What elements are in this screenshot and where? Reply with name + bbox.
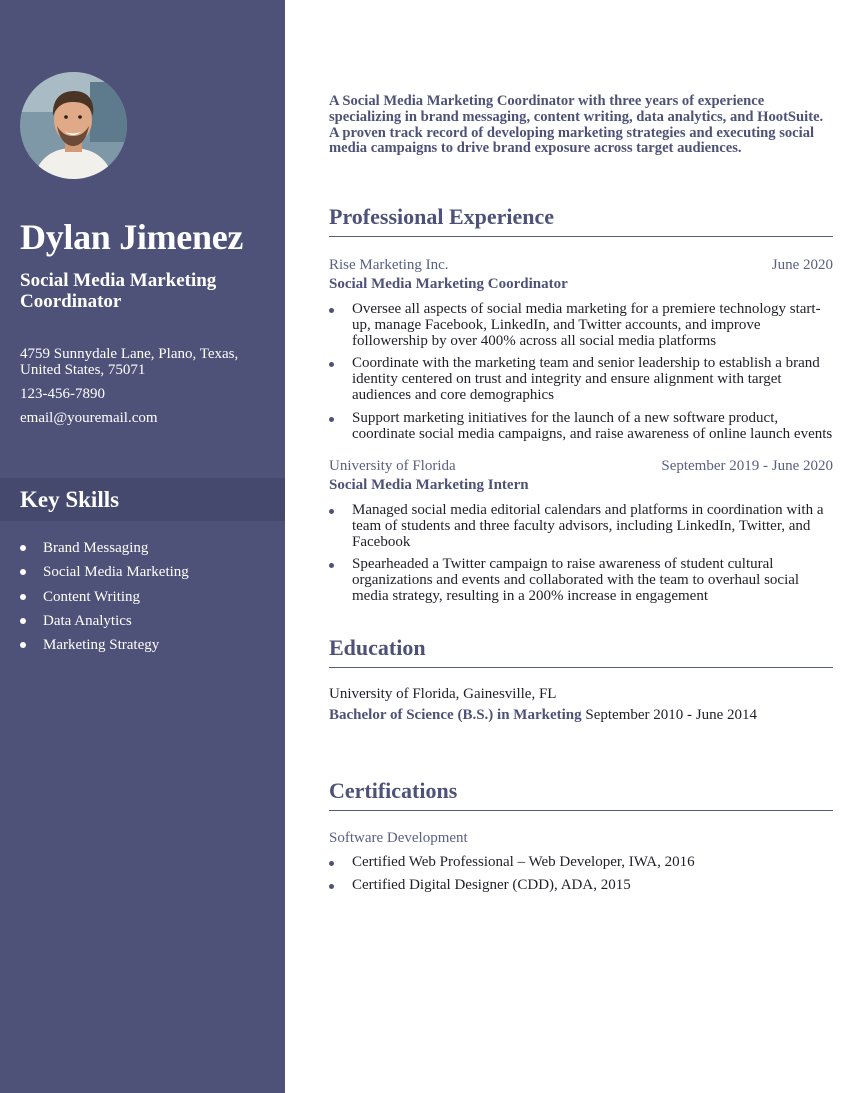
job-bullets (329, 503, 833, 612)
address-text: 4759 Sunnydale Lane, Plano, Texas, United States, 75071 (20, 346, 239, 378)
skill-label: Marketing Strategy (43, 637, 160, 654)
experience-title: Professional Experience (329, 204, 833, 237)
certification-list (329, 855, 833, 901)
email-text: email@youremail.com (20, 410, 158, 426)
bullet-text: Spearheaded a Twitter campaign to raise awareness of student cultural organizations and events and collaborated with the team to overhaul social media strategy, resulting in a 200% increase in engagement (352, 556, 800, 604)
skill-item (20, 539, 270, 563)
profile-photo (20, 72, 127, 179)
list-item (329, 503, 833, 550)
list-item (329, 557, 833, 604)
certification-text: Certified Digital Designer (CDD), ADA, 2015 (352, 876, 631, 893)
skill-label: Content Writing (43, 588, 141, 605)
bullet-icon (329, 417, 334, 422)
skill-item (20, 563, 270, 587)
list-item (329, 855, 833, 871)
bullet-icon (329, 362, 334, 367)
bullet-text: Support marketing initiatives for the launch of a new software product, coordinate social media campaigns, and raise awareness of online launch events (352, 409, 833, 442)
skill-label: Brand Messaging (43, 540, 149, 556)
education-dates: September 2010 - June 2014 (585, 707, 758, 723)
certification-text: Certified Web Professional – Web Developer, IWA, 2016 (352, 854, 695, 870)
bullet-icon (20, 618, 26, 624)
bullet-icon (20, 594, 26, 600)
sidebar (0, 0, 285, 1093)
education-degree-line (329, 707, 757, 724)
person-photo-icon (20, 72, 127, 179)
job-org: University of Florida (329, 458, 456, 474)
skills-header (0, 478, 285, 521)
phone-text: 123-456-7890 (20, 386, 105, 402)
skills-title: Key Skills (20, 487, 120, 512)
bullet-text: Coordinate with the marketing team and senior leadership to establish a brand identity centered on trust and integrity and ensure alignment with target audiences and core demographics (352, 355, 820, 403)
candidate-role: Social Media Marketing Coordinator (20, 270, 217, 312)
education-title: Education (329, 635, 833, 668)
skills-list (20, 539, 270, 660)
bullet-icon (20, 545, 26, 551)
list-item (329, 302, 833, 349)
skill-item (20, 612, 270, 636)
bullet-icon (20, 642, 26, 648)
bullet-icon (329, 308, 334, 313)
bullet-text: Managed social media editorial calendars and platforms in coordination with a team of students and three faculty advisors, including LinkedIn, Twitter, and Facebook (352, 502, 824, 550)
list-item (329, 356, 833, 403)
bullet-text: Oversee all aspects of social media marketing for a premiere technology start-up, manage Facebook, LinkedIn, and Twitter accounts, and improve followership by over 400% across all social media platforms (352, 301, 821, 349)
list-item (329, 878, 833, 894)
list-item (329, 411, 833, 443)
skill-item (20, 636, 270, 660)
bullet-icon (329, 563, 334, 568)
education-school: University of Florida, Gainesville, FL (329, 686, 557, 702)
skill-label: Social Media Marketing (43, 564, 189, 581)
bullet-icon (329, 509, 334, 514)
bullet-icon (20, 569, 26, 575)
candidate-name: Dylan Jimenez (20, 217, 244, 257)
skill-label: Data Analytics (43, 612, 132, 629)
job-org: Rise Marketing Inc. (329, 257, 449, 273)
certifications-title: Certifications (329, 778, 833, 811)
bullet-icon (329, 884, 334, 889)
skill-item (20, 588, 270, 612)
job-bullets (329, 302, 833, 449)
job-title: Social Media Marketing Intern (329, 477, 529, 493)
contact-info (20, 346, 270, 434)
education-degree: Bachelor of Science (B.S.) in Marketing (329, 707, 582, 723)
bullet-icon (329, 861, 334, 866)
job-date: September 2019 - June 2020 (661, 458, 833, 474)
certification-category: Software Development (329, 830, 468, 846)
job-date: June 2020 (771, 257, 833, 273)
summary-text: A Social Media Marketing Coordinator with three years of experience specializing in brand messaging, content writing, data analytics, and HootSuite. A proven track record of developing marketing strategies and executing social media campaigns to drive brand exposure across target audiences. (329, 93, 824, 157)
job-title: Social Media Marketing Coordinator (329, 276, 568, 292)
